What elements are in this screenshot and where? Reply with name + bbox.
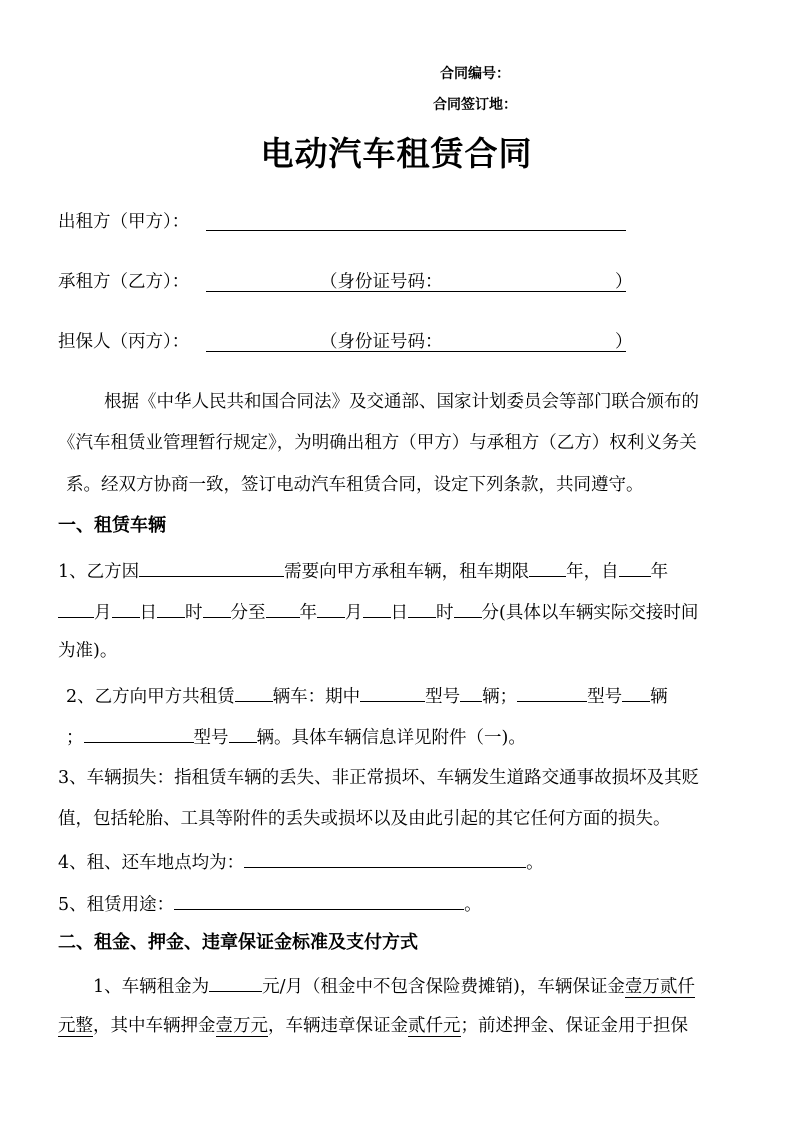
clause-1-3-line-2: 值，包括轮胎、工具等附件的丢失或损坏以及由此引起的其它任何方面的损失。: [58, 809, 671, 829]
lessor-label: 出租方（甲方）：: [58, 212, 190, 232]
lessee-label: 承租方（乙方）：: [58, 272, 190, 292]
lessee-id-label: （身份证号码：: [320, 272, 443, 292]
clause-1-1-line-1: 1、乙方因 需要向甲方承租车辆，租车期限 年，自 年: [58, 557, 668, 584]
clause-1-3-line-1: 3、车辆损失：指租赁车辆的丢失、非正常损坏、车辆发生道路交通事故损坏及其贬: [58, 768, 700, 788]
clause-1-5: 5、租赁用途： 。: [58, 890, 482, 917]
sign-place-label: 合同签订地：: [433, 97, 517, 113]
guarantor-id-label: （身份证号码：: [320, 332, 443, 352]
clause-1-1-line-2: 月 日 时 分至 年 月 日 时 分(具体以车辆实际交接时间: [58, 598, 698, 625]
clause-2-1-line-2: 元整，其中车辆押金壹万元，车辆违章保证金贰仟元；前述押金、保证金用于担保: [58, 1016, 688, 1036]
guarantor-id-close: ）: [615, 332, 633, 352]
document-title: 电动汽车租赁合同: [260, 134, 533, 173]
clause-2-1-line-1: 1、车辆租金为 元/月（租金中不包含保险费摊销)，车辆保证金壹万贰仟: [93, 972, 695, 999]
guarantor-label: 担保人（丙方）：: [58, 332, 190, 352]
contract-number-label: 合同编号：: [440, 66, 510, 82]
intro-line-3: 系。经双方协商一致，签订电动汽车租赁合同，设定下列条款，共同遵守。: [66, 475, 644, 495]
clause-1-2-line-2: ； 型号 辆。具体车辆信息详见附件（一)。: [66, 723, 526, 750]
intro-line-1: 根据《中华人民共和国合同法》及交通部、国家计划委员会等部门联合颁布的: [104, 392, 699, 412]
clause-1-2-line-1: 2、乙方向甲方共租赁 辆车：期中 型号 辆； 型号 辆: [66, 682, 668, 709]
section-2-heading: 二、租金、押金、违章保证金标准及支付方式: [58, 932, 418, 953]
clause-1-1-line-3: 为准)。: [58, 641, 118, 661]
section-1-heading: 一、租赁车辆: [58, 515, 166, 536]
lessor-blank: [206, 230, 626, 231]
lessee-id-close: ）: [615, 272, 633, 292]
intro-line-2: 《汽车租赁业管理暂行规定》，为明确出租方（甲方）与承租方（乙方）权利义务关: [58, 433, 697, 453]
clause-1-4: 4、租、还车地点均为： 。: [58, 848, 544, 875]
